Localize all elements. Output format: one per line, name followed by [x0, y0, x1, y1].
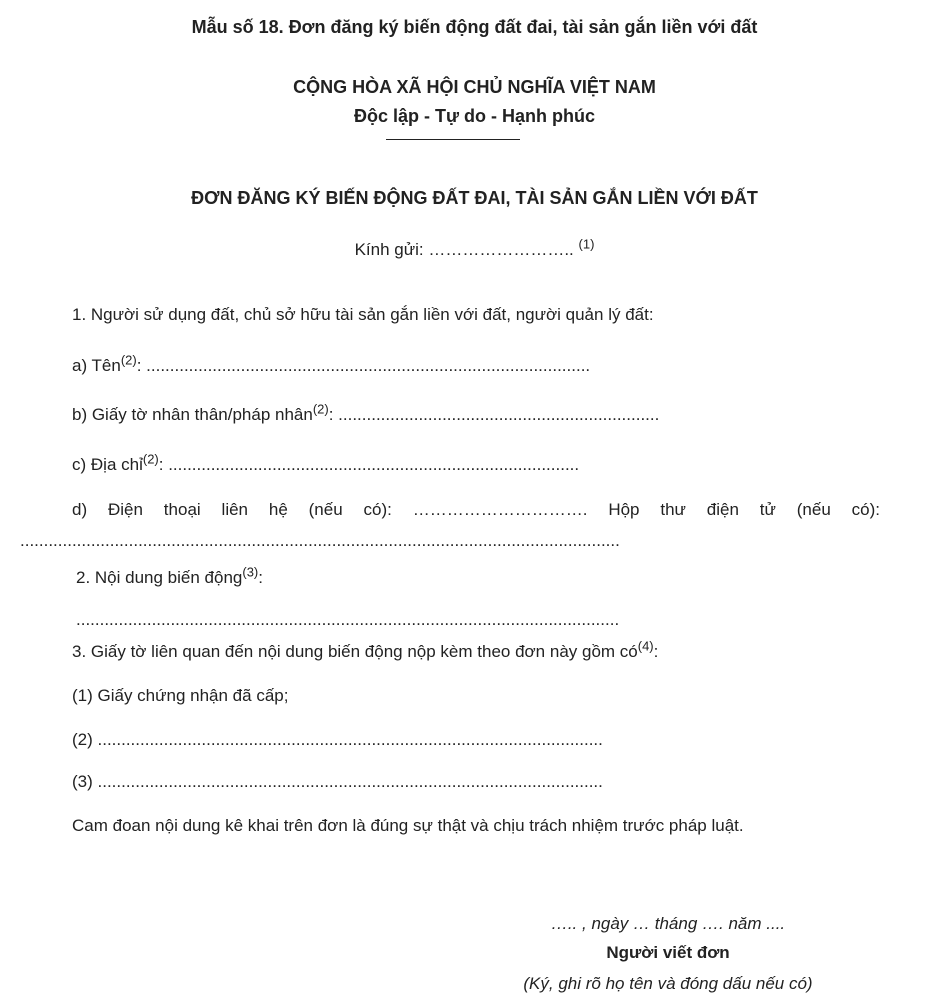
id-fill: : .................................................................... — [328, 405, 660, 424]
address-line — [72, 451, 580, 475]
name-fill: : .............................................................................................. — [136, 356, 591, 375]
footnote-ref: (3) — [242, 564, 259, 580]
attached-doc-2: (2) ........................................................................................................... — [72, 730, 603, 749]
national-motto: CỘNG HÒA XÃ HỘI CHỦ NGHĨA VIỆT NAM — [293, 77, 656, 97]
email-fill: ............................................................................................................................... — [20, 531, 620, 550]
id-line — [72, 401, 660, 425]
footnote-ref: (4) — [637, 638, 654, 654]
section-1-heading: 1. Người sử dụng đất, chủ sở hữu tài sản gắn liền với đất, người quản lý đất: — [72, 305, 654, 324]
footnote-ref: (2) — [142, 451, 159, 467]
signature-instruction: (Ký, ghi rõ họ tên và đóng dấu nếu có) — [523, 974, 813, 993]
form-number-title: Mẫu số 18. Đơn đăng ký biến động đất đai, tài sản gắn liền với đất — [191, 17, 758, 37]
section-2-colon: : — [258, 568, 263, 587]
signer-title: Người viết đơn — [606, 943, 730, 962]
footnote-ref: (2) — [312, 401, 329, 417]
section-2-label: 2. Nội dung biến động — [76, 568, 243, 587]
recipient-label: Kính gửi: …………………….. — [354, 240, 574, 259]
section-3-heading — [72, 638, 659, 662]
section-2-fill: ................................................................................................................... — [76, 610, 620, 629]
name-label: a) Tên — [72, 356, 121, 375]
national-slogan: Độc lập - Tự do - Hạnh phúc — [353, 106, 596, 126]
date-line: ….. , ngày … tháng …. năm .... — [550, 914, 786, 933]
id-label: b) Giấy tờ nhân thân/pháp nhân — [72, 405, 313, 424]
address-fill: : ....................................................................................... — [158, 455, 580, 474]
footnote-ref: (2) — [120, 352, 137, 368]
attached-doc-3: (3) ........................................................................................................... — [72, 772, 603, 791]
attached-doc-1: (1) Giấy chứng nhận đã cấp; — [72, 686, 289, 705]
section-3-label: 3. Giấy tờ liên quan đến nội dung biến động nộp kèm theo đơn này gồm có — [72, 642, 638, 661]
application-title: ĐƠN ĐĂNG KÝ BIẾN ĐỘNG ĐẤT ĐAI, TÀI SẢN GẮN LIỀN VỚI ĐẤT — [191, 188, 758, 208]
header-divider — [386, 139, 520, 140]
section-3-colon: : — [653, 642, 659, 661]
commitment-statement: Cam đoan nội dung kê khai trên đơn là đúng sự thật và chịu trách nhiệm trước pháp luật. — [72, 816, 744, 835]
address-label: c) Địa chỉ — [72, 455, 143, 474]
section-2-heading — [76, 564, 263, 588]
phone-email-line: d) Điện thoại liên hệ (nếu có): …………………………. Hộp thư điện tử (nếu có): — [72, 500, 880, 519]
footnote-ref: (1) — [578, 236, 595, 252]
recipient-line — [0, 236, 949, 260]
name-line — [72, 352, 591, 376]
